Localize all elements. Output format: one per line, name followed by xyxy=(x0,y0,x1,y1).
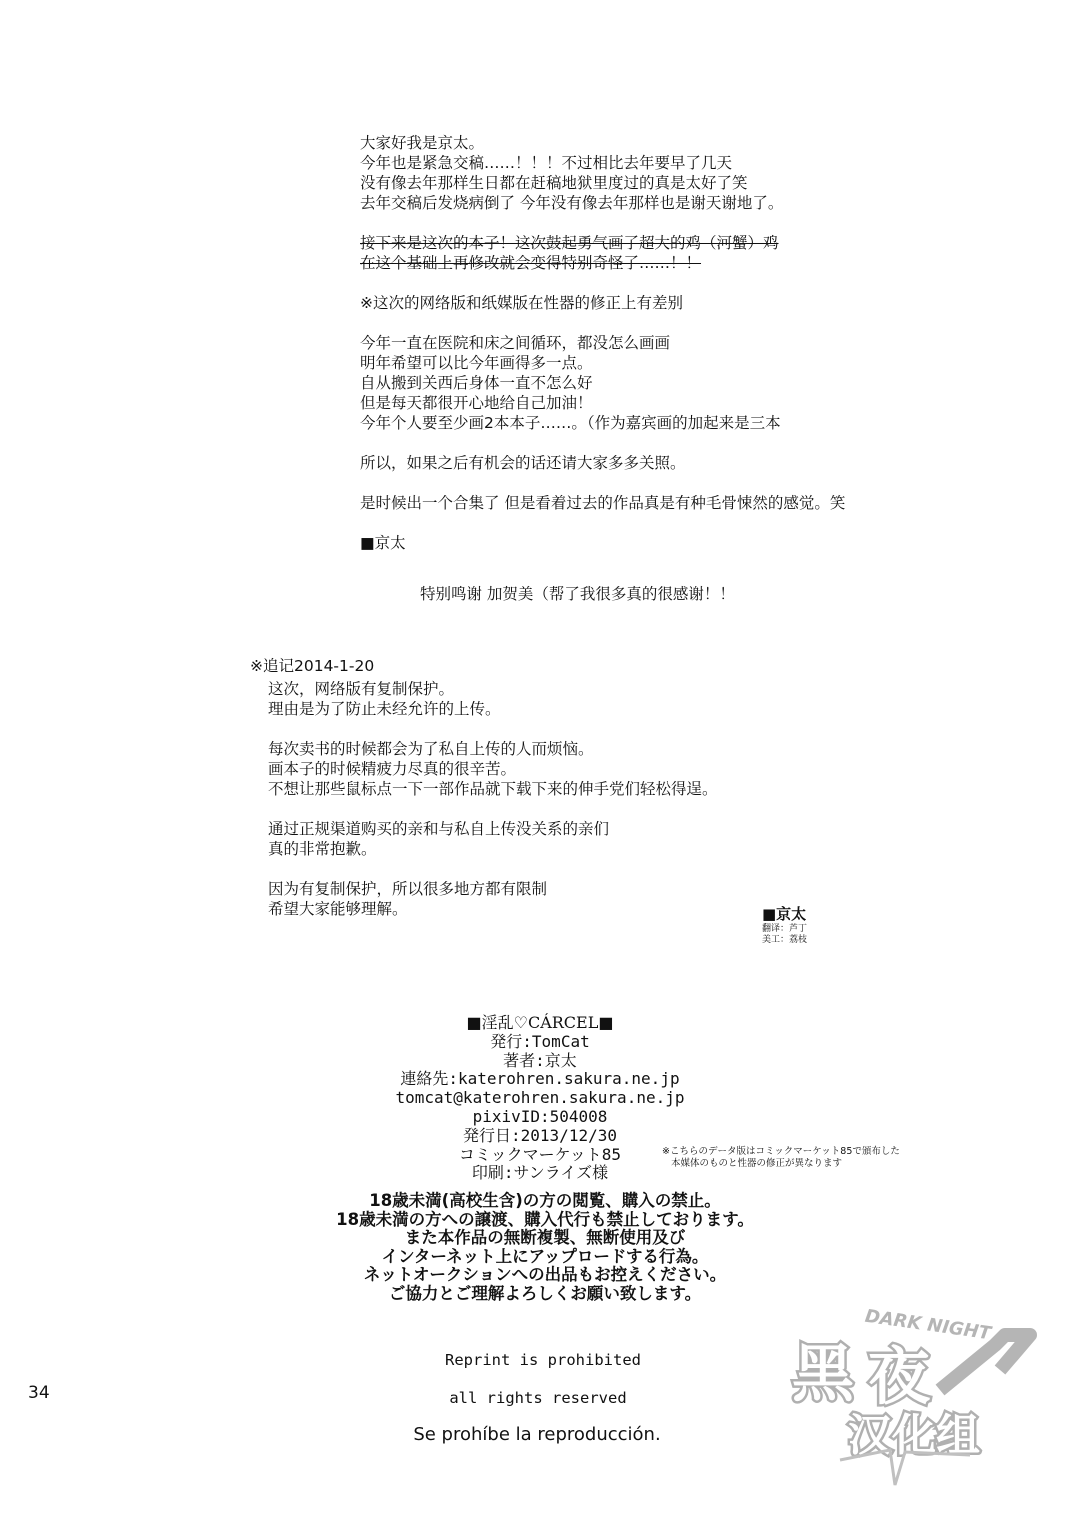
struck-line: 接下来是这次的本子！这次鼓起勇气画了超大的鸡（河蟹）鸡 xyxy=(360,234,779,252)
colophon xyxy=(0,1014,1075,1183)
afterword-line: 没有像去年那样生日都在赶稿地狱里度过的真是太好了笑 xyxy=(360,174,748,192)
ps-line: 画本子的时候精疲力尽真的很辛苦。 xyxy=(268,760,517,778)
struck-line: 在这个基础上再修改就会变得特别奇怪了……！！ xyxy=(360,254,702,272)
rights-notice: all rights reserved xyxy=(449,1389,627,1407)
ps-line: 不想让那些鼠标点一下一部作品就下载下来的伸手党们轻松得逞。 xyxy=(268,780,718,798)
colophon-line: tomcat@katerohren.sakura.ne.jp xyxy=(395,1088,685,1108)
svg-text:夜: 夜 xyxy=(868,1340,931,1413)
colophon-line: 連絡先:katerohren.sakura.ne.jp xyxy=(400,1069,680,1089)
ps-line: 因为有复制保护，所以很多地方都有限制 xyxy=(268,880,548,898)
ps-signature: ■京太 xyxy=(762,905,807,923)
svg-text:汉化组: 汉化组 xyxy=(848,1410,980,1461)
ps-line: 每次卖书的时候都会为了私自上传的人而烦恼。 xyxy=(268,740,594,758)
colophon-line: 著者:京太 xyxy=(503,1050,577,1070)
afterword-line: 自从搬到关西后身体一直不怎么好 xyxy=(360,374,593,392)
signature: ■京太 xyxy=(360,534,406,552)
translator-credit: 翻译：芦丁 xyxy=(762,924,808,934)
warning-line: ご協力とご理解よろしくお願い致します。 xyxy=(388,1283,702,1303)
warning-line: インターネット上にアップロードする行為。 xyxy=(381,1246,709,1266)
afterword-line: 所以，如果之后有机会的话还请大家多多关照。 xyxy=(360,454,686,472)
afterword-line: 今年一直在医院和床之间循环，都没怎么画画 xyxy=(360,334,671,352)
warning-line: 18歳未満の方への譲渡、購入代行も禁止しております。 xyxy=(336,1209,754,1229)
svg-text:DARK NIGHT: DARK NIGHT xyxy=(863,1305,993,1345)
page-number: 34 xyxy=(28,1383,50,1403)
ps-line: 通过正规渠道购买的亲和与私自上传没关系的亲们 xyxy=(268,820,610,838)
colophon-line: コミックマーケット85 xyxy=(458,1144,622,1164)
postscript-heading: ※追记2014-1-20 xyxy=(250,657,375,675)
ps-line: 理由是为了防止未经允许的上传。 xyxy=(268,700,501,718)
warning-line: また本作品の無断複製、無断使用及び xyxy=(404,1228,686,1247)
warning-line: 18歳未満(高校生含)の方の閲覧、購入の禁止。 xyxy=(369,1191,721,1210)
logo xyxy=(770,1300,1060,1500)
afterword xyxy=(360,133,845,553)
book-title: ■淫乱♡CÁRCEL■ xyxy=(466,1013,614,1032)
afterword-line: 是时候出一个合集了 但是看着过去的作品真是有种毛骨悚然的感觉。笑 xyxy=(360,494,846,512)
ps-line: 希望大家能够理解。 xyxy=(268,900,408,918)
postscript xyxy=(268,679,718,919)
thanks: 特别鸣谢 加贺美（帮了我很多真的很感谢！！ xyxy=(420,585,735,603)
dark-night-logo-icon xyxy=(770,1300,1060,1500)
notice: ※这次的网络版和纸媒版在性器的修正上有差别 xyxy=(360,294,683,312)
afterword-line: 今年也是紧急交稿……！！！不过相比去年要早了几天 xyxy=(360,154,733,172)
side-note: 本媒体のものと性器の修正が異なります xyxy=(671,1158,843,1169)
ps-line: 这次，网络版有复制保护。 xyxy=(268,680,455,698)
artist-credit: 美工：荔枝 xyxy=(762,935,808,945)
colophon-line: 発行日:2013/12/30 xyxy=(463,1125,617,1145)
colophon-line: pixivID:504008 xyxy=(472,1106,608,1126)
colophon-line: 発行:TomCat xyxy=(490,1031,590,1051)
afterword-line: 明年希望可以比今年画得多一点。 xyxy=(360,354,593,372)
afterword-line: 去年交稿后发烧病倒了 今年没有像去年那样也是谢天谢地了。 xyxy=(360,194,784,212)
warning-line: ネットオークションへの出品もお控えください。 xyxy=(363,1265,727,1284)
warning xyxy=(0,1192,1075,1303)
ps-line: 真的非常抱歉。 xyxy=(268,840,377,858)
reprint-notice: Reprint is prohibited xyxy=(445,1351,641,1369)
svg-text:黑: 黑 xyxy=(792,1337,855,1410)
spanish-notice: Se prohíbe la reproducción. xyxy=(413,1424,661,1445)
afterword-line: 但是每天都很开心地给自己加油！ xyxy=(360,394,593,412)
afterword-line: 今年个人要至少画2本本子……。（作为嘉宾画的加起来是三本 xyxy=(360,414,781,432)
afterword-line: 大家好我是京太。 xyxy=(360,134,485,152)
colophon-line: 印刷:サンライズ様 xyxy=(471,1163,609,1183)
side-note: ※こちらのデータ版はコミックマーケット85で頒布した xyxy=(662,1146,900,1157)
